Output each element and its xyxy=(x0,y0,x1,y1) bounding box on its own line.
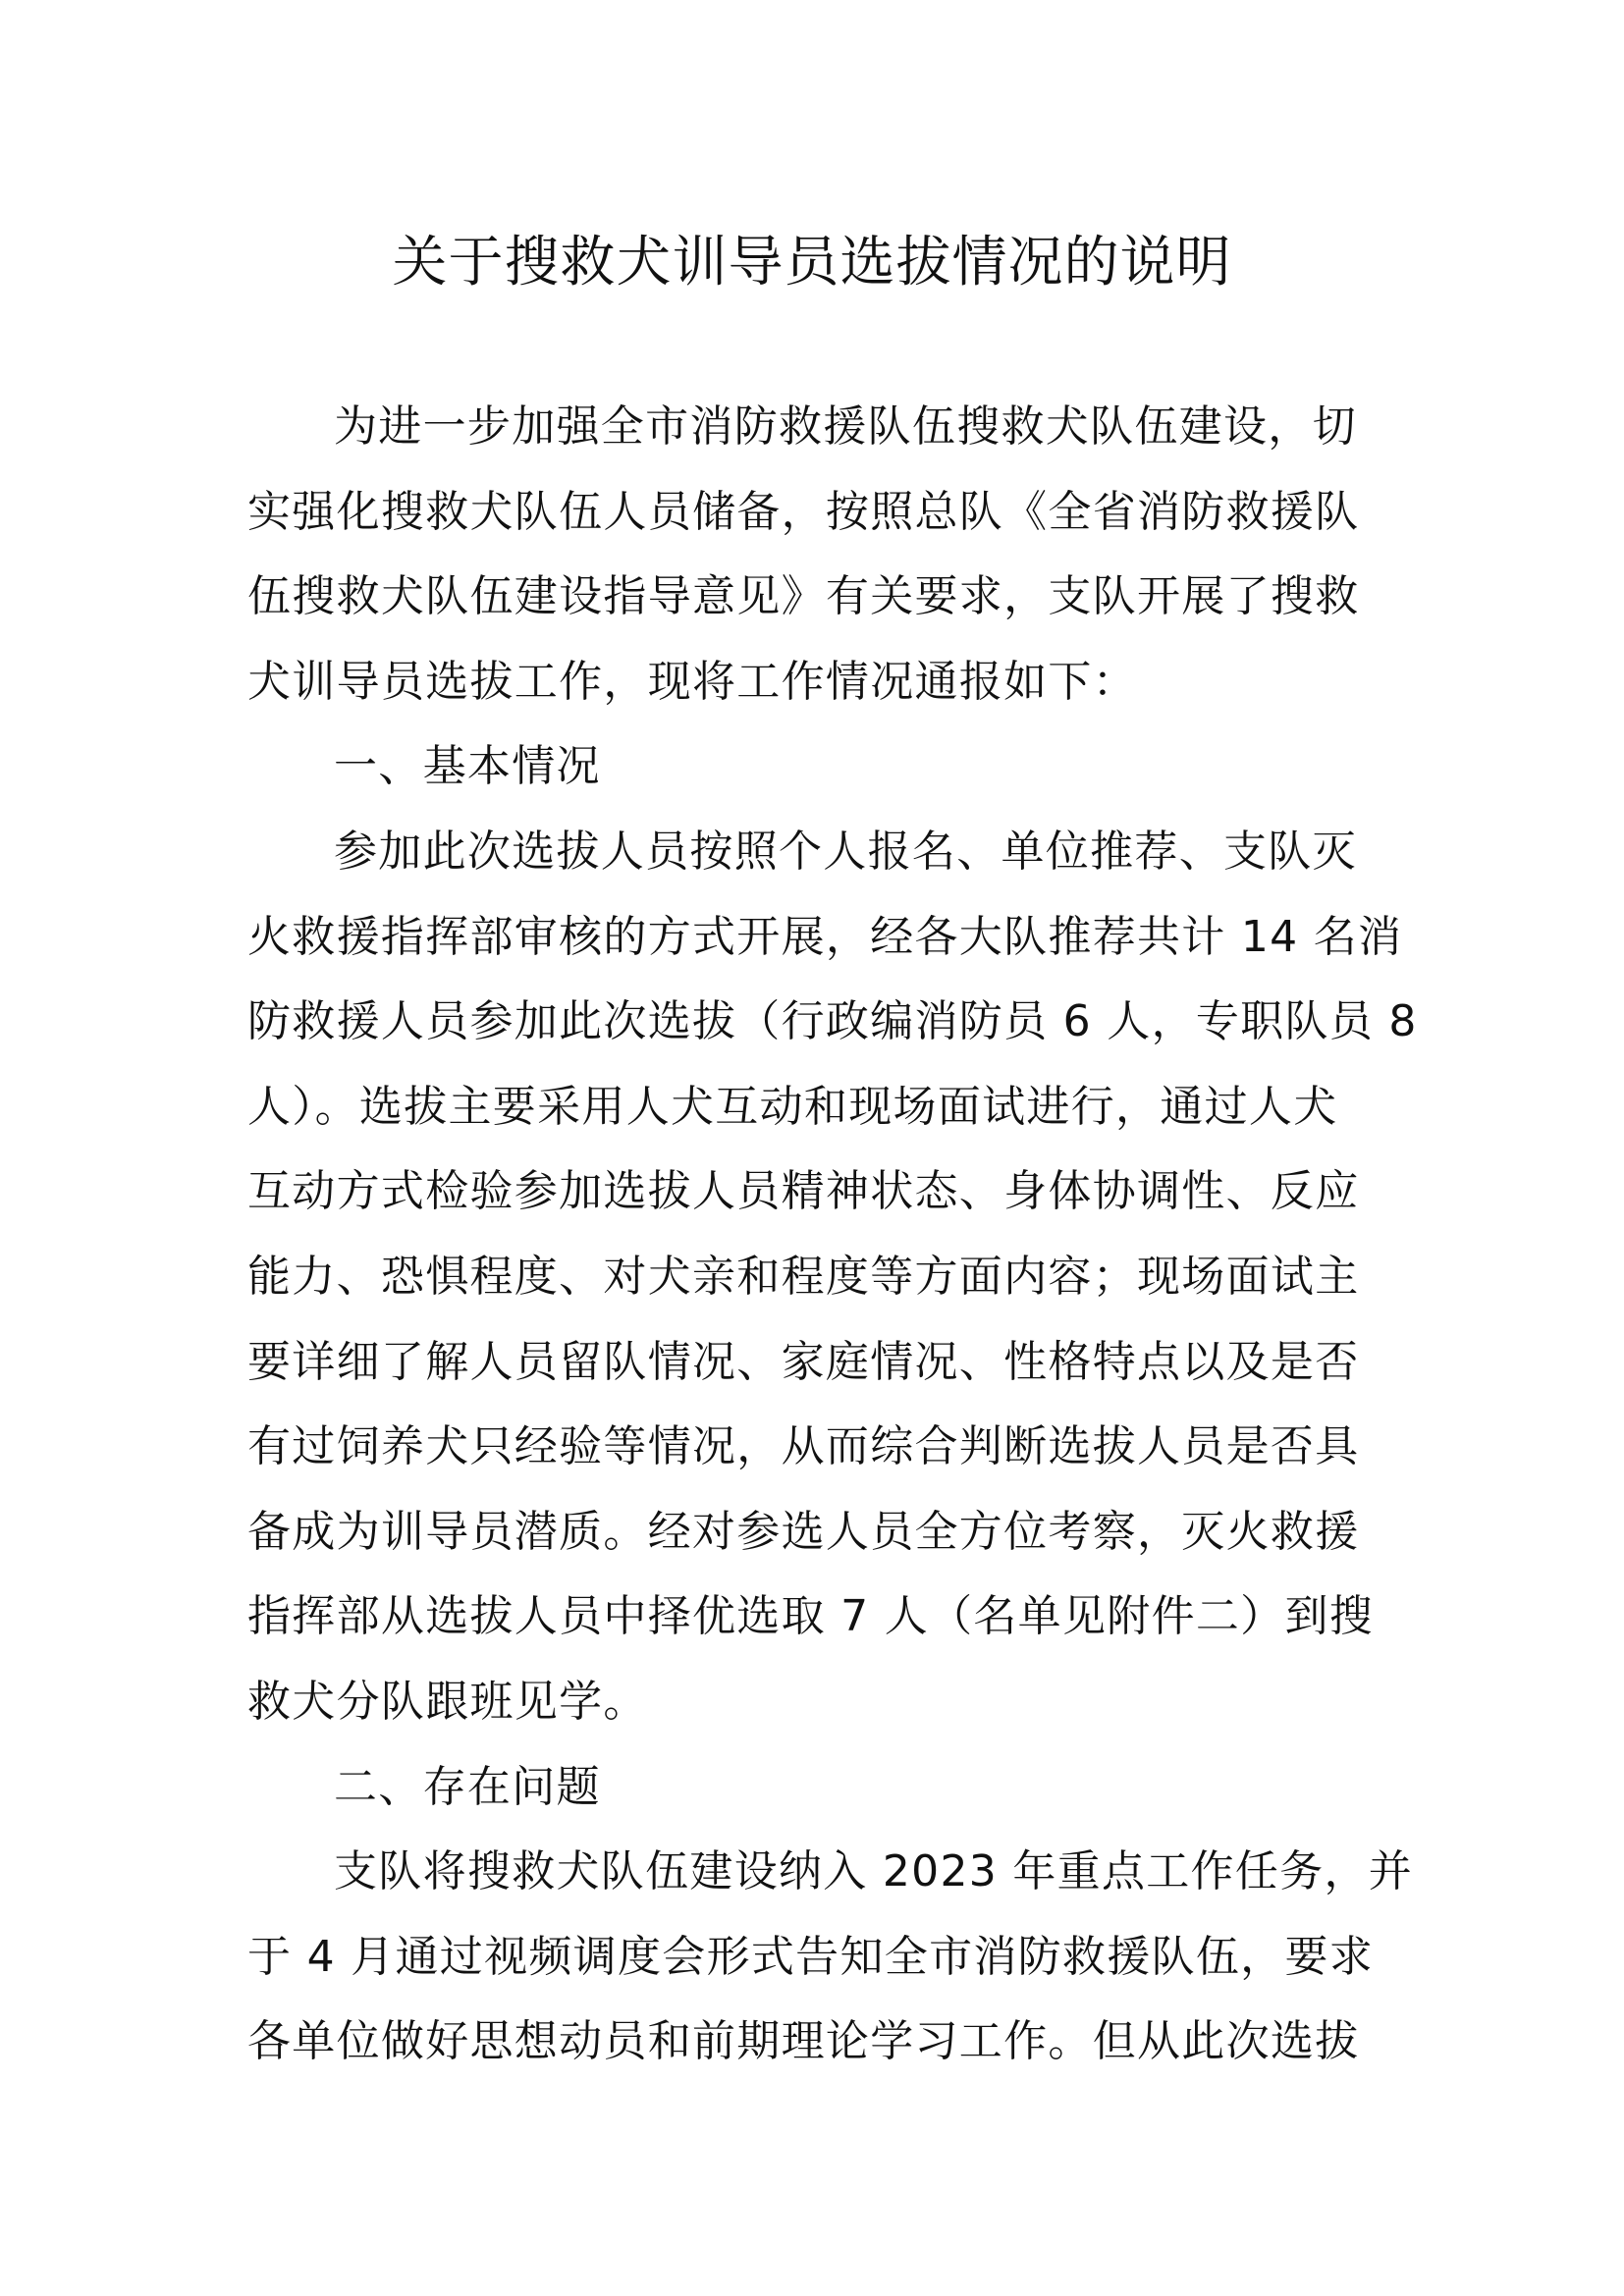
section2-paragraph xyxy=(247,1830,1414,2085)
intro-paragraph xyxy=(247,385,1386,724)
text-line: 救犬分队跟班见学。 xyxy=(247,1676,648,1727)
text-line: 防救援人员参加此次选拔（行政编消防员 6 人，专职队员 8 xyxy=(247,996,1418,1047)
document-title: 关于搜救犬训导员选拔情况的说明 xyxy=(392,231,1232,294)
text-line: 能力、恐惧程度、对犬亲和程度等方面内容；现场面试主 xyxy=(247,1251,1360,1302)
text-line: 支队将搜救犬队伍建设纳入 2023 年重点工作任务，并 xyxy=(334,1846,1414,1897)
text-line: 人）。选拔主要采用人犬互动和现场面试进行，通过人犬 xyxy=(247,1081,1338,1132)
section-heading-basic: 一、基本情况 xyxy=(334,741,601,792)
text-line: 火救援指挥部审核的方式开展，经各大队推荐共计 14 名消 xyxy=(247,911,1403,962)
text-line: 各单位做好思想动员和前期理论学习工作。但从此次选拔 xyxy=(247,2016,1360,2067)
text-line: 于 4 月通过视频调度会形式告知全市消防救援队伍，要求 xyxy=(247,1931,1375,1982)
section1-paragraph xyxy=(247,810,1418,1745)
text-line: 实强化搜救犬队伍人员储备，按照总队《全省消防救援队 xyxy=(247,486,1360,537)
text-line: 互动方式检验参加选拔人员精神状态、身体协调性、反应 xyxy=(247,1166,1360,1217)
text-line: 伍搜救犬队伍建设指导意见》有关要求，支队开展了搜救 xyxy=(247,571,1360,622)
text-line: 指挥部从选拔人员中择优选取 7 人（名单见附件二）到搜 xyxy=(247,1591,1375,1642)
text-line: 参加此次选拔人员按照个人报名、单位推荐、支队灭 xyxy=(334,826,1357,877)
text-line: 要详细了解人员留队情况、家庭情况、性格特点以及是否 xyxy=(247,1336,1360,1387)
section-heading-issues: 二、存在问题 xyxy=(334,1761,601,1812)
document-body xyxy=(247,385,1418,2085)
text-line: 备成为训导员潜质。经对参选人员全方位考察，灭火救援 xyxy=(247,1506,1360,1557)
text-line: 有过饲养犬只经验等情况，从而综合判断选拔人员是否具 xyxy=(247,1421,1360,1472)
text-line: 为进一步加强全市消防救援队伍搜救犬队伍建设，切 xyxy=(334,401,1357,452)
text-line: 犬训导员选拔工作，现将工作情况通报如下： xyxy=(247,656,1137,707)
